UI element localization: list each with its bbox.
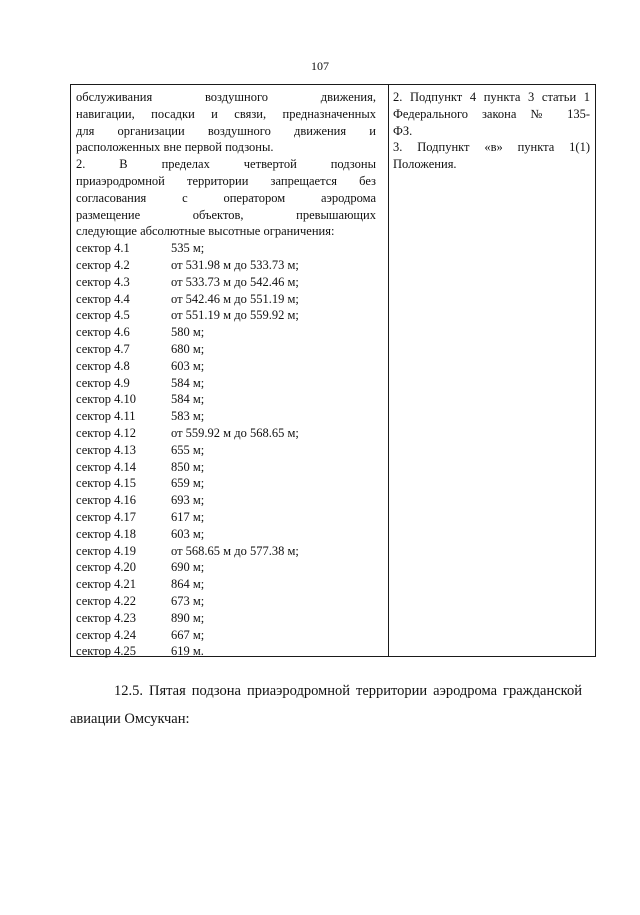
sector-name: сектор 4.10 (76, 392, 136, 407)
intro-line: обслуживания воздушного движения, (76, 90, 376, 104)
sector-height-limit: от 551.19 м до 559.92 м; (171, 308, 299, 323)
sector-height-limit: от 568.65 м до 577.38 м; (171, 543, 299, 558)
sector-name: сектор 4.18 (76, 526, 136, 541)
sector-name: сектор 4.17 (76, 509, 136, 524)
sector-height-limit: 583 м; (171, 409, 205, 424)
sector-row (76, 576, 376, 593)
sector-height-limit: 535 м; (171, 241, 205, 256)
sector-row (76, 324, 376, 341)
sector-height-limit: от 531.98 м до 533.73 м; (171, 257, 299, 272)
sector-row (76, 509, 376, 526)
sector-name: сектор 4.16 (76, 493, 136, 508)
sector-row (76, 627, 376, 644)
sector-row (76, 526, 376, 543)
sector-name: сектор 4.7 (76, 341, 130, 356)
section-heading-line: авиации Омсукчан: (70, 711, 190, 727)
basis-line: 3. Подпункт «в» пункта 1(1) (393, 140, 590, 155)
sector-name: сектор 4.3 (76, 274, 130, 289)
intro-line: 2. В пределах четвертой подзоны (76, 157, 376, 172)
sector-row (76, 610, 376, 627)
sector-height-limit: 693 м; (171, 493, 205, 508)
sector-row (76, 442, 376, 459)
sector-name: сектор 4.4 (76, 291, 130, 306)
basis-line: Положения. (393, 157, 457, 172)
intro-line: навигации, посадки и связи, предназначенных (76, 106, 376, 121)
sector-height-limit: 890 м; (171, 610, 205, 625)
requirements-cell (76, 89, 376, 660)
sector-row (76, 358, 376, 375)
legal-basis-cell (393, 89, 590, 173)
sector-row (76, 408, 376, 425)
sector-row (76, 391, 376, 408)
sector-height-limit: 659 м; (171, 476, 205, 491)
intro-line: следующие абсолютные высотные ограничения: (76, 224, 335, 239)
sector-height-limit: от 542.46 м до 551.19 м; (171, 291, 299, 306)
sector-row (76, 475, 376, 492)
sector-height-limit: 864 м; (171, 577, 205, 592)
sector-row (76, 291, 376, 308)
sector-row (76, 307, 376, 324)
intro-line: приаэродромной территории запрещается без (76, 173, 376, 188)
sector-name: сектор 4.5 (76, 308, 130, 323)
sector-height-limit: 680 м; (171, 341, 205, 356)
basis-line: Федерального закона № 135- (393, 106, 590, 121)
sector-row (76, 543, 376, 560)
sector-name: сектор 4.13 (76, 442, 136, 457)
section-paragraph (70, 677, 582, 733)
basis-line: ФЗ. (393, 123, 413, 138)
intro-line: расположенных вне первой подзоны. (76, 140, 274, 155)
sector-name: сектор 4.22 (76, 593, 136, 608)
sector-row (76, 341, 376, 358)
page-number: 107 (311, 59, 329, 73)
intro-line: для организации воздушного движения и (76, 123, 376, 138)
sector-height-limit: 584 м; (171, 392, 205, 407)
sector-name: сектор 4.23 (76, 610, 136, 625)
sector-row (76, 593, 376, 610)
sector-name: сектор 4.19 (76, 543, 136, 558)
sector-name: сектор 4.14 (76, 459, 136, 474)
sector-name: сектор 4.6 (76, 325, 130, 340)
sector-name: сектор 4.20 (76, 560, 136, 575)
sector-list (76, 240, 376, 660)
sector-name: сектор 4.15 (76, 476, 136, 491)
sector-height-limit: 673 м; (171, 593, 205, 608)
sector-height-limit: 619 м. (171, 644, 204, 659)
sector-row (76, 559, 376, 576)
section-heading-line: 12.5. Пятая подзона приаэродромной территории аэродрома гражданской (114, 683, 582, 699)
basis-line: 2. Подпункт 4 пункта 3 статьи 1 (393, 90, 590, 104)
sector-height-limit: 580 м; (171, 325, 205, 340)
sector-name: сектор 4.25 (76, 644, 136, 659)
regulation-table (70, 84, 596, 657)
sector-name: сектор 4.21 (76, 577, 136, 592)
sector-name: сектор 4.9 (76, 375, 130, 390)
sector-name: сектор 4.12 (76, 425, 136, 440)
sector-row (76, 375, 376, 392)
sector-row (76, 240, 376, 257)
sector-name: сектор 4.24 (76, 627, 136, 642)
sector-height-limit: 584 м; (171, 375, 205, 390)
sector-height-limit: 690 м; (171, 560, 205, 575)
sector-height-limit: 603 м; (171, 358, 205, 373)
sector-height-limit: 655 м; (171, 442, 205, 457)
sector-row (76, 274, 376, 291)
sector-row (76, 643, 376, 660)
intro-line: согласования с оператором аэродрома (76, 190, 376, 205)
sector-name: сектор 4.11 (76, 409, 136, 424)
column-divider (388, 85, 389, 656)
sector-height-limit: от 533.73 м до 542.46 м; (171, 274, 299, 289)
sector-row (76, 459, 376, 476)
sector-row (76, 257, 376, 274)
sector-height-limit: 850 м; (171, 459, 205, 474)
intro-line: размещение объектов, превышающих (76, 207, 376, 222)
sector-height-limit: 667 м; (171, 627, 205, 642)
sector-height-limit: от 559.92 м до 568.65 м; (171, 425, 299, 440)
sector-row (76, 492, 376, 509)
sector-height-limit: 617 м; (171, 509, 205, 524)
sector-name: сектор 4.1 (76, 241, 130, 256)
sector-name: сектор 4.8 (76, 358, 130, 373)
sector-name: сектор 4.2 (76, 257, 130, 272)
sector-row (76, 425, 376, 442)
sector-height-limit: 603 м; (171, 526, 205, 541)
